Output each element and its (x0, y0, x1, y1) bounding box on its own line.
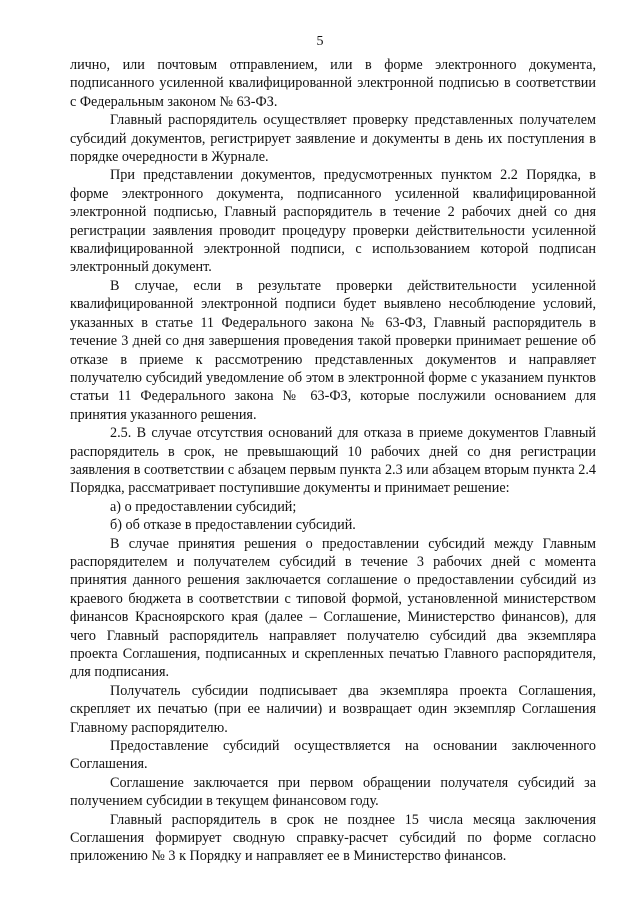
paragraph-4: В случае, если в результате проверки действительности усиленной квалифицированной электронной подписи будет выявлено несоблюдение условий, указанных в статье 11 Федерального закона № 63-ФЗ, Главный распорядитель в течение 3 дней со дня завершения проведения такой проверки принимает решение об отказе в приеме к рассмотрению представленных документов и направляет получателю субсидий уведомление об этом в электронной форме с указанием пунктов статьи 11 Федерального закона № 63-ФЗ, которые послужили основанием для принятия указанного решения. (70, 277, 596, 423)
document-body (70, 56, 596, 866)
paragraph-10: Предоставление субсидий осуществляется на основании заключенного Соглашения. (70, 738, 596, 773)
paragraph-1: лично, или почтовым отправлением, или в форме электронного документа, подписанного усиленной квалифицированной электронной подписью в соответствии с Федеральным законом № 63-ФЗ. (70, 57, 596, 110)
paragraph-3: При представлении документов, предусмотренных пунктом 2.2 Порядка, в форме электронного документа, подписанного усиленной квалифицированной электронной подписью, Главный распорядитель в течение 2 рабочих дней со дня регистрации заявления проводит процедуру проверки действительности усиленной квалифицированной электронной подписи, с использованием которой подписан электронный документ. (70, 167, 596, 276)
paragraph-12: Главный распорядитель в срок не позднее 15 числа месяца заключения Соглашения формирует сводную справку-расчет субсидий по форме согласно приложению № 3 к Порядку и направляет ее в Министерство финансов. (70, 811, 596, 865)
paragraph-6: а) о предоставлении субсидий; (110, 498, 297, 515)
page-number: 5 (316, 34, 324, 49)
paragraph-7: б) об отказе в предоставлении субсидий. (110, 517, 356, 534)
paragraph-9: Получатель субсидии подписывает два экземпляра проекта Соглашения, скрепляет их печатью (при ее наличии) и возвращает один экземпляр Соглашения Главному распорядителю. (70, 682, 596, 736)
paragraph-5: 2.5. В случае отсутствия оснований для отказа в приеме документов Главный распорядитель в срок, не превышающий 10 рабочих дней со дня регистрации заявления в соответствии с абзацем первым пункта 2.3 или абзацем вторым пункта 2.4 Порядка, рассматривает поступившие документы и принимает решение: (70, 425, 596, 497)
paragraph-11: Соглашение заключается при первом обращении получателя субсидий за получением субсидии в текущем финансовом году. (70, 774, 596, 810)
paragraph-8: В случае принятия решения о предоставлении субсидий между Главным распорядителем и получателем субсидий в течение 3 рабочих дней с момента принятия данного решения заключается соглашение о предоставлении субсидий из краевого бюджета в соответствии с типовой формой, установленной министерством финансов Красноярского края (далее – Соглашение, Министерство финансов), для чего Главный распорядитель направляет получателю субсидий два экземпляра проекта Соглашения, подписанных и скрепленных печатью Главного распорядителя, для подписания. (70, 535, 596, 681)
paragraph-2: Главный распорядитель осуществляет проверку представленных получателем субсидий документов, регистрирует заявление и документы в день их поступления в порядке очередности в Журнале. (70, 112, 596, 166)
